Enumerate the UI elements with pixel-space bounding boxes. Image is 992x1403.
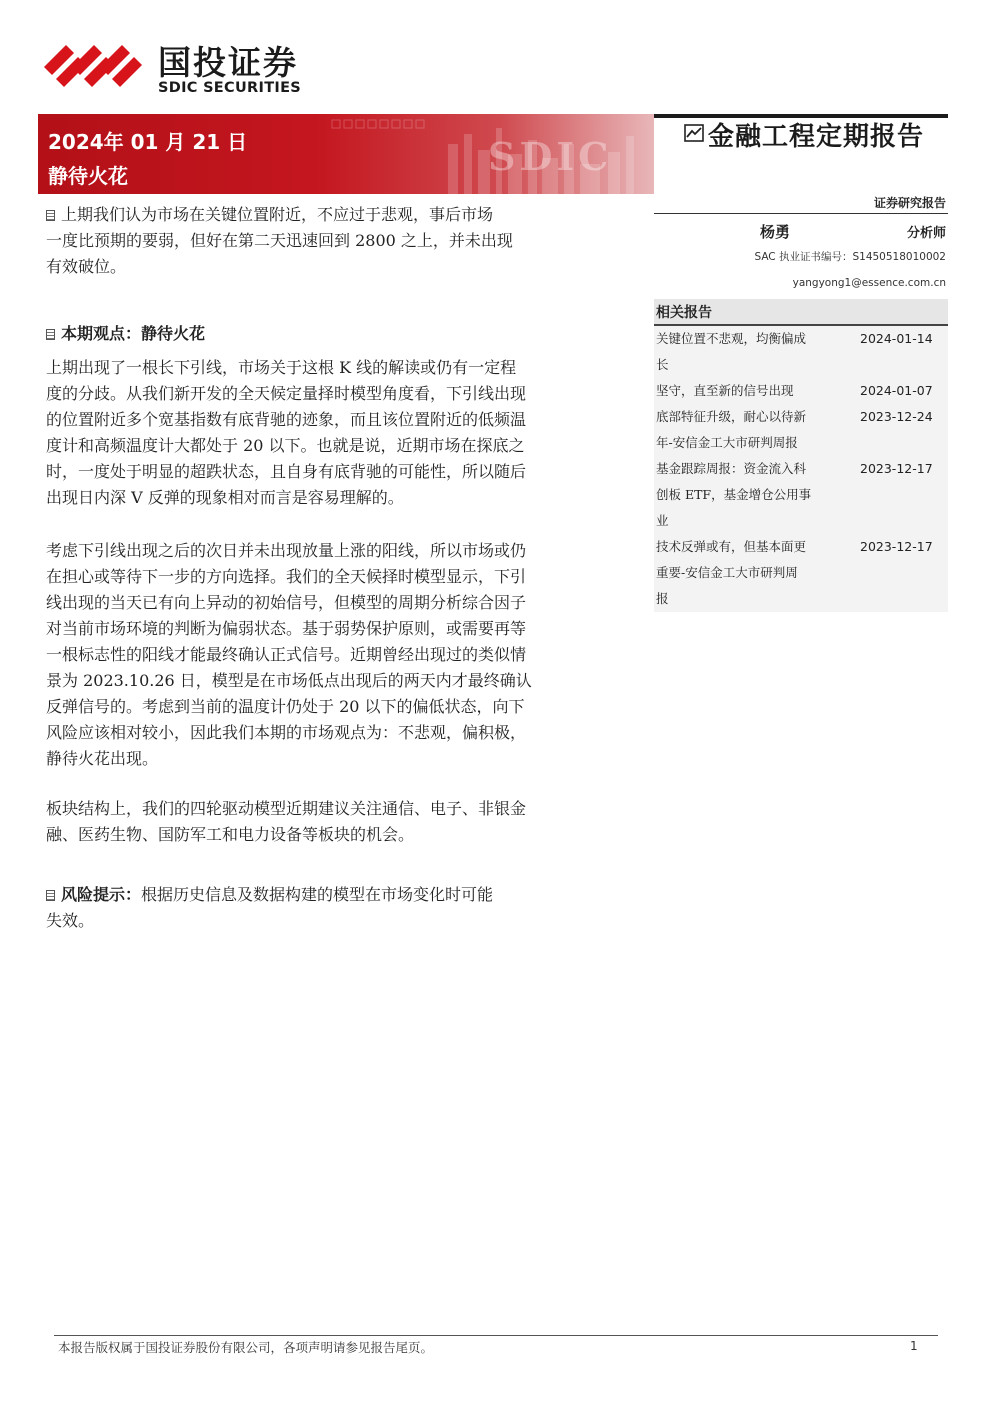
bullet-icon: [46, 890, 55, 901]
related-report-4[interactable]: 基金跟踪周报：资金流入科 创板 ETF，基金增仓公用事 业: [656, 461, 812, 528]
related-report-5[interactable]: 技术反弹或有，但基本面更 重要-安信金工大市研判周 报: [656, 539, 807, 606]
sac-certificate: SAC 执业证书编号：S1450518010002: [754, 251, 946, 263]
section-heading-view: 本期观点：静待火花: [46, 321, 205, 347]
related-report-date: 2023-12-17: [860, 539, 933, 554]
summary-paragraph: 上期我们认为市场在关键位置附近，不应过于悲观，事后市场 一度比预期的要弱，但好在第二天迅速回到 2800 之上，并未出现 有效破位。: [46, 205, 513, 276]
risk-warning: 风险提示：根据历史信息及数据构建的模型在市场变化时可能 失效。: [46, 885, 494, 930]
related-report-2[interactable]: 坚守，直至新的信号出现: [656, 383, 794, 398]
divider: [654, 213, 948, 214]
related-report-1[interactable]: 关键位置不悲观，均衡偏成 长: [656, 331, 807, 372]
footer-rule: [54, 1335, 938, 1336]
copyright-notice: 本报告版权属于国投证券股份有限公司，各项声明请参见报告尾页。: [58, 1340, 434, 1355]
analysis-paragraph-1: 上期出现了一根长下引线，市场关于这根 K 线的解读或仍有一定程 度的分歧。从我们新开发的全天候定量择时模型角度看，下引线出现 的位置附近多个宽基指数有底背驰的迹象，而且该位置附近的低频温 度计和高频温度计大都处于 20 以下。也就是说，近期市场在探底之 时，一度处于明显的超跌状态，且自身有底背驰的可能性，所以随后 出现日内深 V 反弹的现象相对而言是容易理解的。: [46, 358, 527, 507]
related-reports-heading: [654, 299, 948, 326]
logo-chinese-name: 国投证券: [158, 43, 298, 82]
title-banner: [38, 114, 654, 194]
logo-english-name: SDIC SECURITIES: [158, 80, 302, 96]
related-heading-text: 相关报告: [656, 305, 712, 321]
analysis-paragraph-2: 考虑下引线出现之后的次日并未出现放量上涨的阳线，所以市场或仍 在担心或等待下一步的方向选择。我们的全天候择时模型显示，下引 线出现的当天已有向上异动的初始信号，但模型的周期分析综合因子 对当前市场环境的判断为偏弱状态。基于弱势保护原则，或需要再等 一根标志性的阳线才能最终确认正式信号。近期曾经出现过的类似情 景为 2023.10.26 日，模型是在市场低点出现后的两天内才最终确认 反弹信号的。考虑到当前的温度计仍处于 20 以下的偏低状态，向下 风险应该相对较小，因此我们本期的市场观点为：不悲观，偏积极， 静待火花出现。: [46, 541, 532, 768]
analyst-role: 分析师: [906, 226, 946, 241]
related-report-date: 2024-01-07: [860, 383, 933, 398]
sector-paragraph: 板块结构上，我们的四轮驱动模型近期建议关注通信、电子、非银金 融、医药生物、国防军工和电力设备等板块的机会。: [46, 799, 527, 844]
bullet-icon: [46, 329, 55, 340]
report-date: 2024年 01 月 21 日: [48, 130, 248, 154]
banner-report-title: 静待火花: [48, 164, 128, 188]
banner-watermark: SDIC: [488, 134, 613, 179]
related-reports-list: [654, 326, 948, 612]
related-report-3[interactable]: 底部特征升级，耐心以待新 年-安信金工大市研判周报: [656, 409, 807, 450]
bullet-icon: [46, 210, 55, 221]
sdic-logo-icon: [44, 45, 148, 89]
related-report-date: 2023-12-17: [860, 461, 933, 476]
report-category: 金融工程定期报告: [708, 122, 925, 152]
line-chart-icon: [684, 124, 704, 142]
related-report-date: 2023-12-24: [860, 409, 933, 424]
city-skyline-decoration: [328, 114, 654, 194]
report-type: 证券研究报告: [873, 196, 946, 210]
analyst-name: 杨勇: [760, 223, 791, 241]
related-report-date: 2024-01-14: [860, 331, 933, 346]
page-number: 1: [910, 1339, 918, 1353]
analyst-email[interactable]: yangyong1@essence.com.cn: [792, 277, 946, 289]
